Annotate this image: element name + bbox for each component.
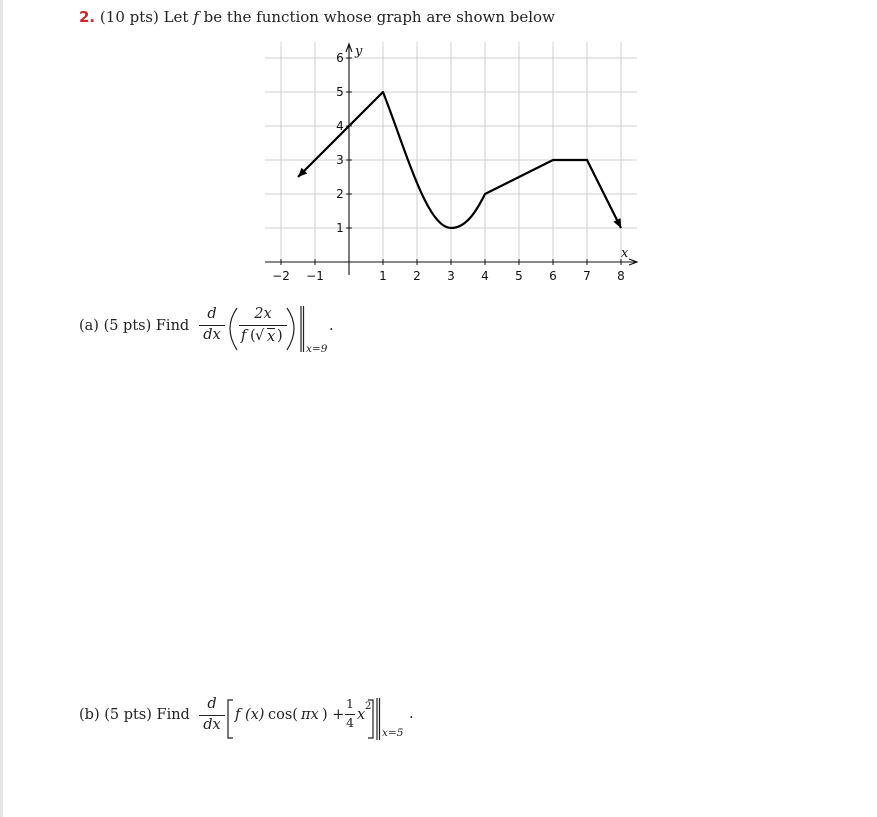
x-tick-label: 2 xyxy=(413,269,421,283)
x-tick-label: 5 xyxy=(515,269,523,283)
x-tick-label: 4 xyxy=(481,269,489,283)
tick-labels xyxy=(272,51,625,283)
function-graph xyxy=(255,38,645,297)
part-b-x: x xyxy=(357,707,366,723)
y-tick-label: 5 xyxy=(336,85,344,99)
y-tick-label: 6 xyxy=(336,51,344,65)
y-tick-label: 4 xyxy=(336,119,344,133)
part-b-dx: dx xyxy=(203,717,221,733)
part-a-label: (a) (5 pts) Find xyxy=(79,318,190,334)
problem-header xyxy=(79,7,555,27)
part-a-period: . xyxy=(329,318,334,334)
part-b-cos: cos( xyxy=(268,707,298,723)
x-tick-label: 6 xyxy=(549,269,557,283)
y-tick-label: 1 xyxy=(336,221,344,235)
x-tick-label: 8 xyxy=(617,269,625,283)
part-a-brackets xyxy=(79,304,339,364)
statement-pre: Let xyxy=(163,8,189,26)
part-b-pi-x: πx xyxy=(301,707,319,723)
part-a-x: x xyxy=(267,329,276,345)
graph-svg xyxy=(255,38,645,293)
page-left-edge xyxy=(0,0,3,817)
x-axis-label: x xyxy=(621,246,629,261)
part-a-open-paren: ( xyxy=(250,328,256,344)
part-a-sqrt-icon: √ xyxy=(255,328,265,344)
part-b-close-plus: ) + xyxy=(322,707,345,723)
part-a-left-paren xyxy=(230,308,237,350)
part-a-dx: dx xyxy=(203,327,221,343)
x-tick-label: 1 xyxy=(379,269,387,283)
part-a-close-paren: ) xyxy=(277,328,283,344)
part-b-period: . xyxy=(409,706,414,722)
part-a-d: d xyxy=(207,306,217,322)
part-b-eval-point: x=5 xyxy=(382,727,404,739)
x-tick-label: −2 xyxy=(272,269,290,283)
part-a-fraction xyxy=(239,304,287,352)
part-b-label: (b) (5 pts) Find xyxy=(79,707,190,723)
part-a-right-paren xyxy=(287,308,294,350)
y-axis-label: y xyxy=(355,44,363,59)
x-tick-label: −1 xyxy=(306,269,324,283)
part-b-left-bracket xyxy=(228,700,233,738)
part-b-f-of-x: f (x) xyxy=(235,707,265,723)
problem-points: (10 pts) xyxy=(99,8,159,26)
part-a-fraction-bar xyxy=(239,325,287,326)
part-a-numerator: 2x xyxy=(254,306,272,322)
part-a-f: f xyxy=(241,328,247,344)
function-symbol: f xyxy=(193,8,199,26)
part-b-d: d xyxy=(207,696,217,712)
part-b-four: 4 xyxy=(346,715,354,730)
part-b-quarter-fraction xyxy=(345,696,355,736)
x-tick-label: 3 xyxy=(447,269,455,283)
part-b-one: 1 xyxy=(346,696,354,711)
y-tick-label: 2 xyxy=(336,187,344,201)
problem-number: 2. xyxy=(79,8,96,26)
part-a-eval-point: x=9 xyxy=(306,343,328,355)
statement-post: be the function whose graph are shown below xyxy=(203,8,555,26)
y-tick-label: 3 xyxy=(336,153,344,167)
x-tick-label: 7 xyxy=(583,269,591,283)
part-b-exponent: 2 xyxy=(365,701,372,712)
